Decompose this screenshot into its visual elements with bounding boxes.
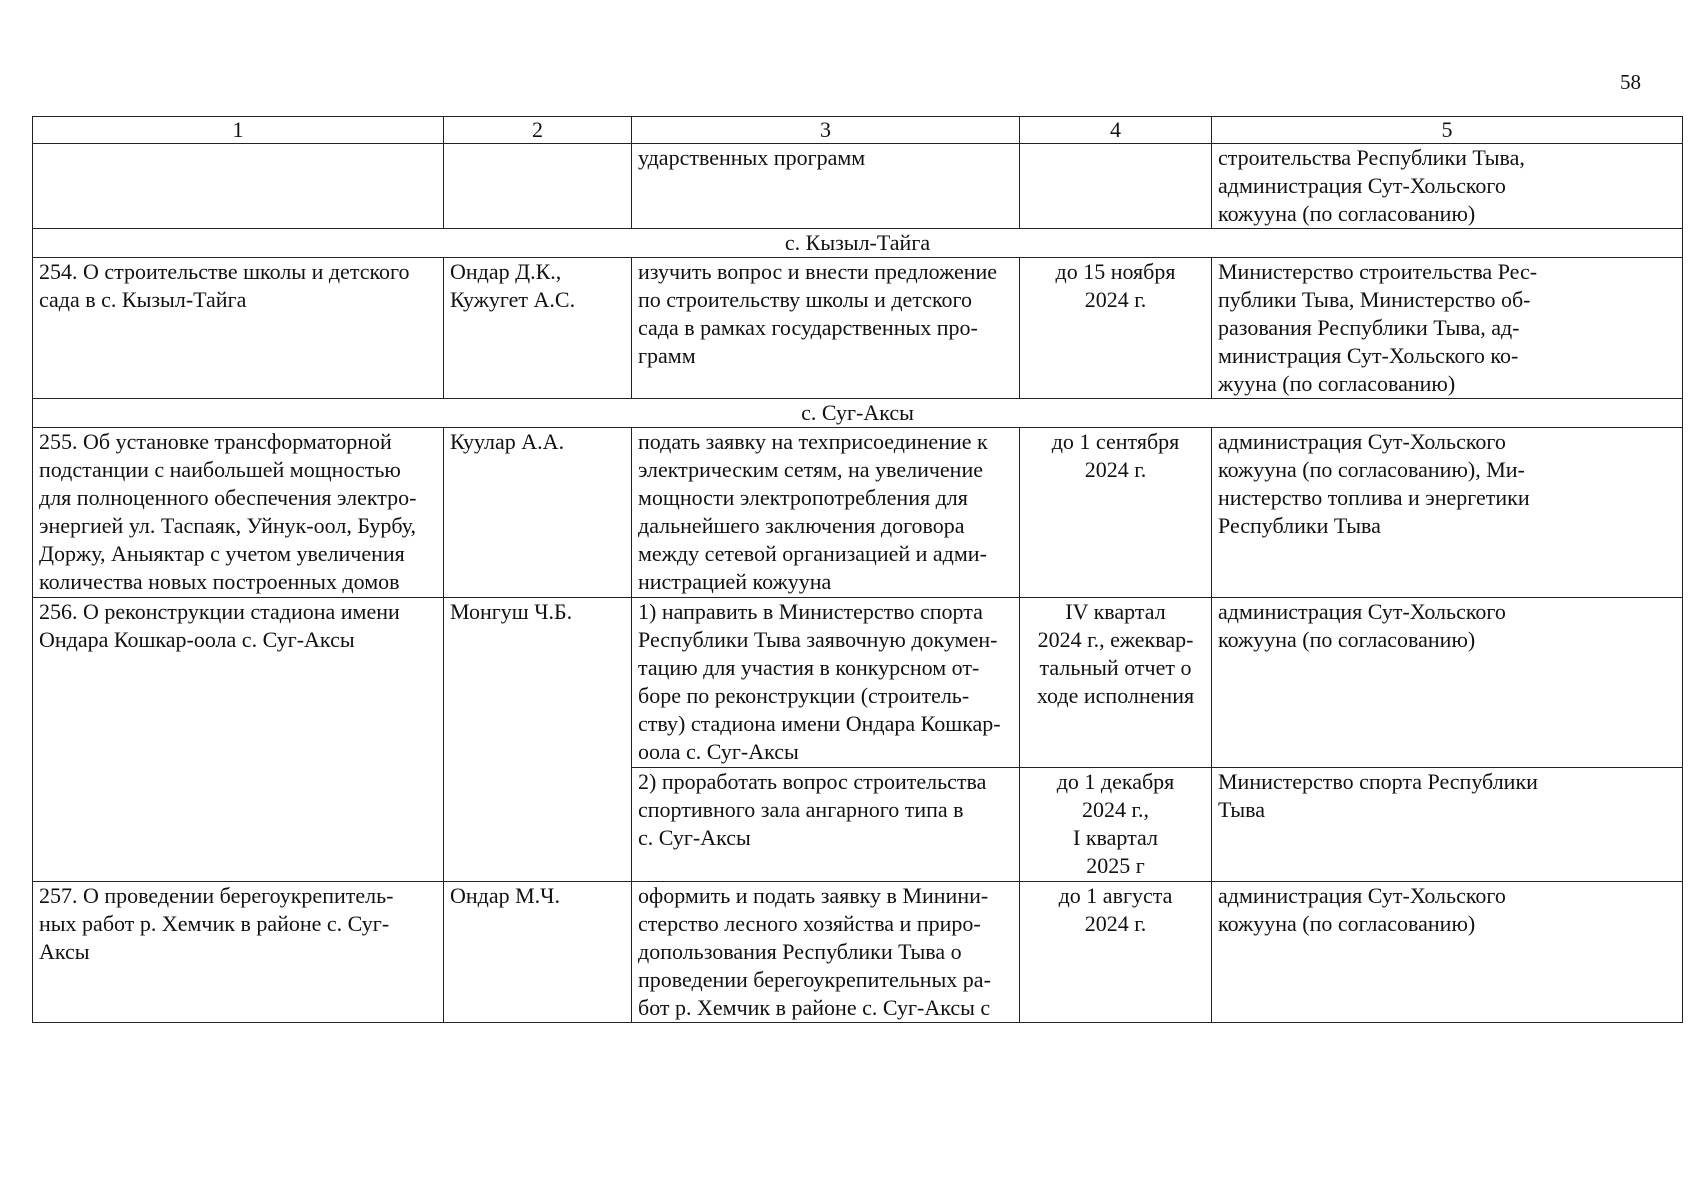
task-cell: подать заявку на техприсоединение к электрическим сетям, на увеличение мощности электропотребления для дальнейшего заключения договора между сетевой организацией и адми- нистрацией кожууна — [632, 428, 1020, 598]
deadline-cell: до 1 августа 2024 г. — [1020, 882, 1212, 1023]
responsible-cell: строительства Республики Тыва, администрация Сут-Хольского кожууна (по согласованию) — [1212, 144, 1683, 229]
table-row — [33, 258, 1683, 399]
table-header-row — [33, 117, 1683, 144]
column-header: 3 — [632, 117, 1020, 144]
task-cell: изучить вопрос и внести предложение по строительству школы и детского сада в рамках государственных про- грамм — [632, 258, 1020, 399]
task-cell: 2) проработать вопрос строительства спортивного зала ангарного типа в с. Суг-Аксы — [632, 768, 1020, 882]
column-header: 5 — [1212, 117, 1683, 144]
deadline-cell: до 15 ноября 2024 г. — [1020, 258, 1212, 399]
persons-cell — [444, 144, 632, 229]
responsible-cell: администрация Сут-Хольского кожууна (по согласованию), Ми- нистерство топлива и энергетики Республики Тыва — [1212, 428, 1683, 598]
column-header: 4 — [1020, 117, 1212, 144]
continuation-row — [33, 144, 1683, 229]
deadline-cell: IV квартал 2024 г., ежеквар- тальный отчет о ходе исполнения — [1020, 598, 1212, 768]
persons-cell: Монгуш Ч.Б. — [444, 598, 632, 882]
section-row — [33, 229, 1683, 258]
responsible-cell: Министерство спорта Республики Тыва — [1212, 768, 1683, 882]
deadline-cell: до 1 сентября 2024 г. — [1020, 428, 1212, 598]
responsible-cell: администрация Сут-Хольского кожууна (по согласованию) — [1212, 598, 1683, 768]
table-row — [33, 598, 1683, 768]
responsible-cell: администрация Сут-Хольского кожууна (по согласованию) — [1212, 882, 1683, 1023]
item-cell: 254. О строительстве школы и детского сада в с. Кызыл-Тайга — [33, 258, 444, 399]
deadline-cell: до 1 декабря 2024 г., I квартал 2025 г — [1020, 768, 1212, 882]
task-cell: ударственных программ — [632, 144, 1020, 229]
responsible-cell: Министерство строительства Рес- публики Тыва, Министерство об- разования Республики Тыва, ад- министрация Сут-Хольского ко- жууна (по согласованию) — [1212, 258, 1683, 399]
task-cell: оформить и подать заявку в Минини- стерство лесного хозяйства и приро- допользования Республики Тыва о проведении берегоукрепительных ра- бот р. Хемчик в районе с. Суг-Аксы с — [632, 882, 1020, 1023]
persons-cell: Куулар А.А. — [444, 428, 632, 598]
page-number: 58 — [1620, 70, 1641, 94]
column-header: 2 — [444, 117, 632, 144]
section-title: с. Суг-Аксы — [33, 399, 1683, 428]
document-table — [32, 116, 1683, 1023]
item-cell: 256. О реконструкции стадиона имени Ондара Кошкар-оола с. Суг-Аксы — [33, 598, 444, 882]
persons-cell: Ондар М.Ч. — [444, 882, 632, 1023]
column-header: 1 — [33, 117, 444, 144]
task-cell: 1) направить в Министерство спорта Республики Тыва заявочную докумен- тацию для участия в конкурсном от- боре по реконструкции (строитель- ству) стадиона имени Ондара Кошкар- оола с. Суг-Аксы — [632, 598, 1020, 768]
item-cell — [33, 144, 444, 229]
table-row — [33, 882, 1683, 1023]
deadline-cell — [1020, 144, 1212, 229]
section-title: с. Кызыл-Тайга — [33, 229, 1683, 258]
persons-cell: Ондар Д.К., Кужугет А.С. — [444, 258, 632, 399]
section-row — [33, 399, 1683, 428]
item-cell: 255. Об установке трансформаторной подстанции с наибольшей мощностью для полноценного обеспечения электро- энергией ул. Таспаяк, Уйнук-оол, Бурбу, Доржу, Аныяктар с учетом увеличения количества новых построенных домов — [33, 428, 444, 598]
table-row — [33, 428, 1683, 598]
item-cell: 257. О проведении берегоукрепитель- ных работ р. Хемчик в районе с. Суг- Аксы — [33, 882, 444, 1023]
